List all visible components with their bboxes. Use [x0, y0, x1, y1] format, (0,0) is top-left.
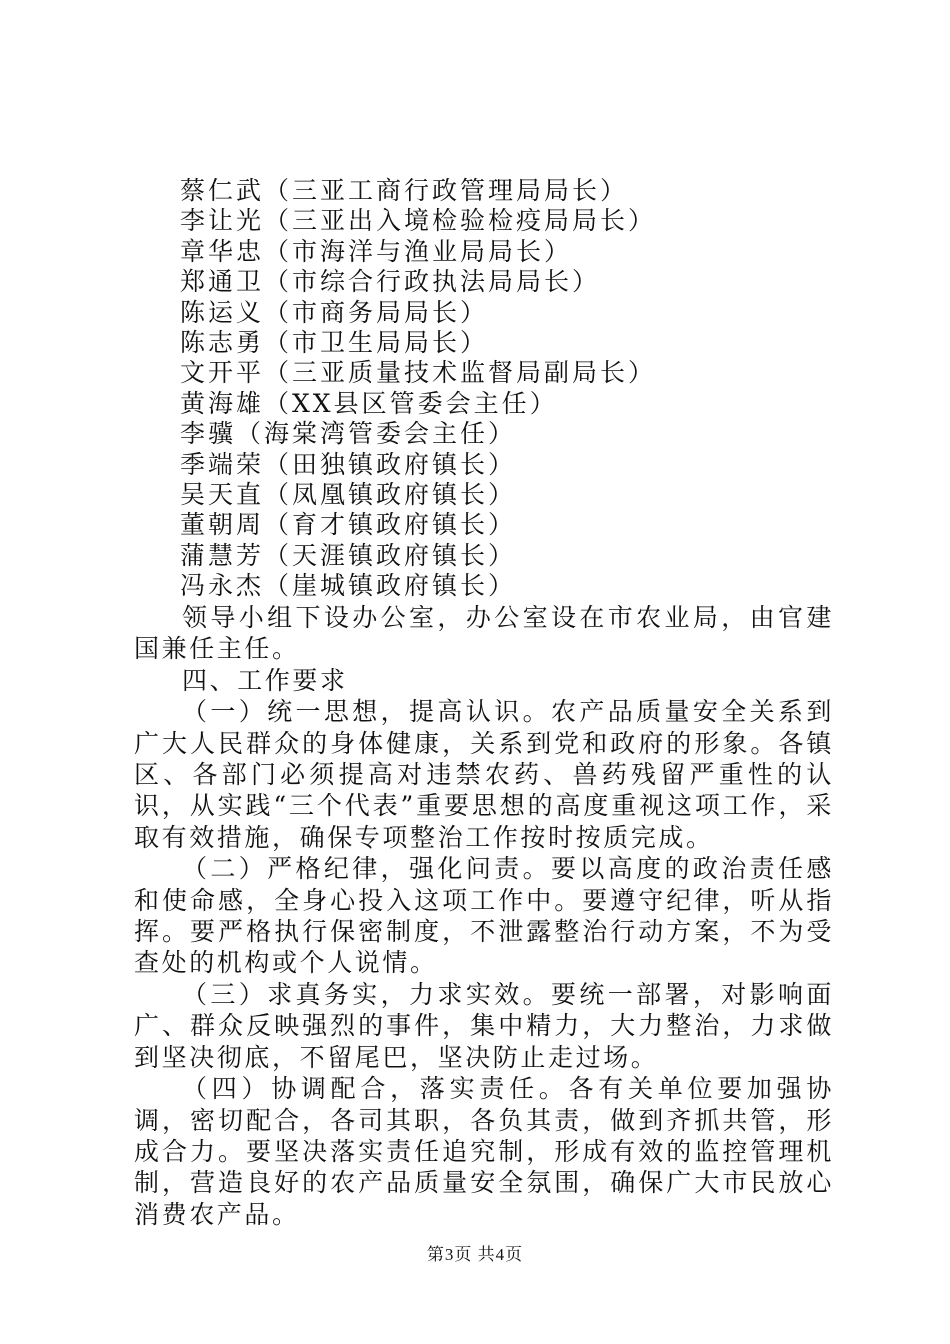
member-item: 李骥（海棠湾管委会主任）: [180, 419, 517, 449]
member-item: 黄海雄（XX县区管委会主任）: [180, 388, 558, 418]
member-item: 李让光（三亚出入境检验检疫局局长）: [180, 206, 657, 236]
member-item: 章华忠（市海洋与渔业局局长）: [180, 236, 573, 266]
member-item: 冯永杰（崖城镇政府镇长）: [180, 571, 517, 601]
member-item: 董朝周（育才镇政府镇长）: [180, 510, 517, 540]
requirement-paragraph-4: （四）协调配合，落实责任。各有关单位要加强协调，密切配合，各司其职，各负其责，做到齐抓共管，形成合力。要坚决落实责任追究制，形成有效的监控管理机制，营造良好的农产品质量安全氛围，确保广大市民放心消费农产品。: [134, 1074, 834, 1229]
requirement-paragraph-1: （一）统一思想，提高认识。农产品质量安全关系到广大人民群众的身体健康，关系到党和政府的形象。各镇区、各部门必须提高对违禁农药、兽药残留严重性的认识，从实践“三个代表”重要思想的高度重视这项工作，采取有效措施，确保专项整治工作按时按质完成。: [134, 697, 834, 852]
member-item: 郑通卫（市综合行政执法局局长）: [180, 267, 601, 297]
office-paragraph: 领导小组下设办公室，办公室设在市农业局，由官建国兼任主任。: [134, 603, 834, 664]
section-heading: 四、工作要求: [182, 665, 348, 695]
member-item: 季端荣（田独镇政府镇长）: [180, 449, 517, 479]
member-item: 文开平（三亚质量技术监督局副局长）: [180, 358, 657, 388]
requirement-paragraph-3: （三）求真务实，力求实效。要统一部署，对影响面广、群众反映强烈的事件，集中精力，大力整治，力求做到坚决彻底，不留尾巴，坚决防止走过场。: [134, 979, 834, 1072]
member-item: 陈运义（市商务局局长）: [180, 297, 489, 327]
requirement-paragraph-2: （二）严格纪律，强化问责。要以高度的政治责任感和使命感，全身心投入这项工作中。要遵守纪律，听从指挥。要严格执行保密制度，不泄露整治行动方案，不为受查处的机构或个人说情。: [134, 854, 834, 978]
member-item: 蔡仁武（三亚工商行政管理局局长）: [180, 176, 629, 205]
member-item: 吴天直（凤凰镇政府镇长）: [180, 479, 517, 509]
page-footer: 第3页 共4页: [426, 1245, 524, 1264]
member-list: [180, 176, 656, 601]
member-item: 蒲慧芳（天涯镇政府镇长）: [180, 540, 517, 570]
body-text: [134, 602, 834, 1230]
member-item: 陈志勇（市卫生局局长）: [180, 327, 489, 357]
